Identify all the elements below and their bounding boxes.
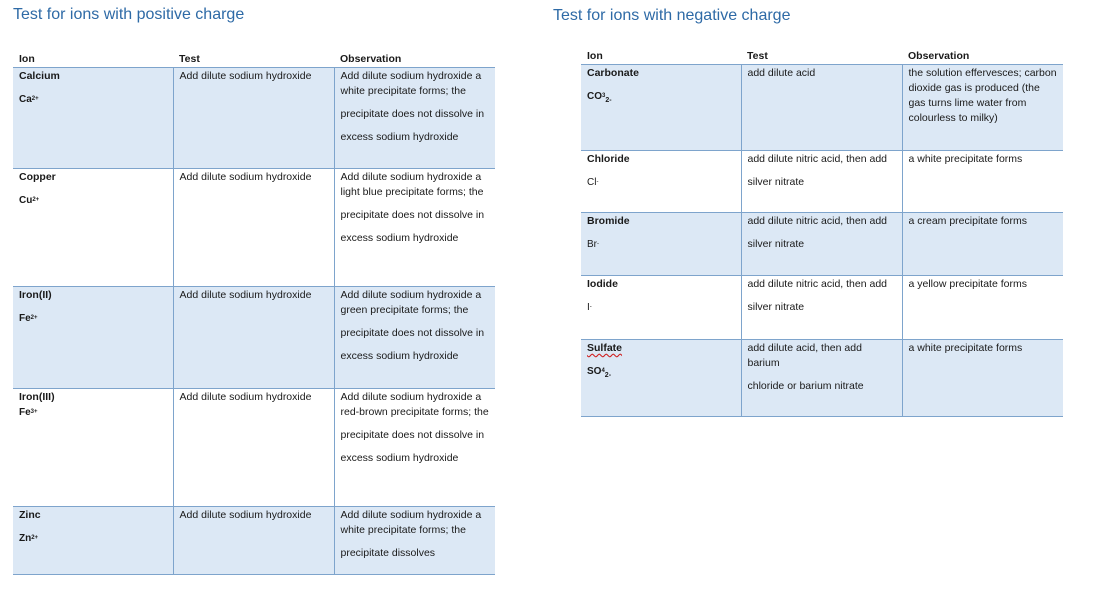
ion-cell — [13, 389, 173, 507]
observation-cell: Add dilute sodium hydroxide a white precipitate forms; the precipitate dissolves — [334, 507, 495, 575]
ion-cell — [13, 287, 173, 389]
ion-name: Iron(II) — [19, 289, 52, 301]
header-observation: Observation — [334, 52, 495, 68]
test-cell: add dilute acid, then add barium chloride or barium nitrate — [741, 340, 902, 417]
ion-symbol: $SO^4_{2-}$ — [587, 366, 612, 379]
header-observation: Observation — [902, 49, 1063, 65]
table-row — [13, 389, 495, 507]
ion-symbol: $Fe^{3+}$ — [19, 407, 38, 418]
ion-symbol: Br- — [587, 239, 599, 250]
table-header-row — [581, 49, 1063, 65]
test-cell: Add dilute sodium hydroxide — [173, 389, 334, 507]
header-ion: Ion — [13, 52, 173, 68]
ion-name: Copper — [19, 171, 56, 183]
observation-cell: the solution effervesces; carbon dioxide gas is produced (the gas turns lime water from colourless to milky) — [902, 65, 1063, 151]
negative-ions-table — [581, 49, 1063, 417]
ion-cell — [13, 68, 173, 169]
observation-cell: a white precipitate forms — [902, 340, 1063, 417]
ion-name: Sulfate — [587, 342, 623, 354]
observation-cell: a cream precipitate forms — [902, 213, 1063, 276]
test-cell: Add dilute sodium hydroxide — [173, 507, 334, 575]
table-row — [581, 340, 1063, 417]
ion-symbol: $CO^3_{2-}$ — [587, 91, 612, 104]
ion-name: Iodide — [587, 278, 618, 290]
header-test: Test — [173, 52, 334, 68]
test-cell: Add dilute sodium hydroxide — [173, 169, 334, 287]
table-row — [581, 151, 1063, 213]
ion-symbol: $Ca^{2+}$ — [19, 94, 39, 105]
ion-symbol: $Cu^{2+}$ — [19, 195, 40, 206]
table-row — [581, 276, 1063, 340]
table-row — [581, 213, 1063, 276]
observation-cell: Add dilute sodium hydroxide a red-brown precipitate forms; the precipitate does not dissolve in excess sodium hydroxide — [334, 389, 495, 507]
positive-ions-title: Test for ions with positive charge — [13, 6, 245, 23]
ion-name: Calcium — [19, 70, 60, 82]
ion-cell — [13, 507, 173, 575]
ion-symbol: I- — [587, 302, 592, 313]
table-row — [581, 65, 1063, 151]
table-row — [13, 169, 495, 287]
positive-ions-table — [13, 52, 495, 575]
ion-cell — [581, 276, 741, 340]
header-ion: Ion — [581, 49, 741, 65]
observation-cell: a white precipitate forms — [902, 151, 1063, 213]
header-test: Test — [741, 49, 902, 65]
observation-cell: Add dilute sodium hydroxide a light blue precipitate forms; the precipitate does not dissolve in excess sodium hydroxide — [334, 169, 495, 287]
table-row — [13, 507, 495, 575]
ion-symbol: $Fe^{2+}$ — [19, 313, 38, 324]
ion-symbol: Cl- — [587, 177, 599, 188]
negative-ions-title: Test for ions with negative charge — [553, 7, 791, 24]
ion-cell — [581, 151, 741, 213]
observation-cell: Add dilute sodium hydroxide a green precipitate forms; the precipitate does not dissolve in excess sodium hydroxide — [334, 287, 495, 389]
table-row — [13, 287, 495, 389]
ion-cell — [581, 213, 741, 276]
test-cell: add dilute nitric acid, then add silver nitrate — [741, 213, 902, 276]
test-cell: Add dilute sodium hydroxide — [173, 287, 334, 389]
ion-name: Carbonate — [587, 67, 639, 79]
ion-name: Zinc — [19, 509, 41, 521]
table-header-row — [13, 52, 495, 68]
test-cell: add dilute nitric acid, then add silver nitrate — [741, 276, 902, 340]
ion-cell — [581, 65, 741, 151]
ion-symbol: $Zn^{2+}$ — [19, 533, 39, 544]
observation-cell: Add dilute sodium hydroxide a white precipitate forms; the precipitate does not dissolve in excess sodium hydroxide — [334, 68, 495, 169]
test-cell: Add dilute sodium hydroxide — [173, 68, 334, 169]
ion-cell — [13, 169, 173, 287]
ion-name: Bromide — [587, 215, 630, 227]
test-cell: add dilute acid — [741, 65, 902, 151]
ion-name: Chloride — [587, 153, 630, 165]
ion-cell — [581, 340, 741, 417]
table-row — [13, 68, 495, 169]
observation-cell: a yellow precipitate forms — [902, 276, 1063, 340]
ion-name: Iron(III) — [19, 391, 55, 403]
test-cell: add dilute nitric acid, then add silver nitrate — [741, 151, 902, 213]
